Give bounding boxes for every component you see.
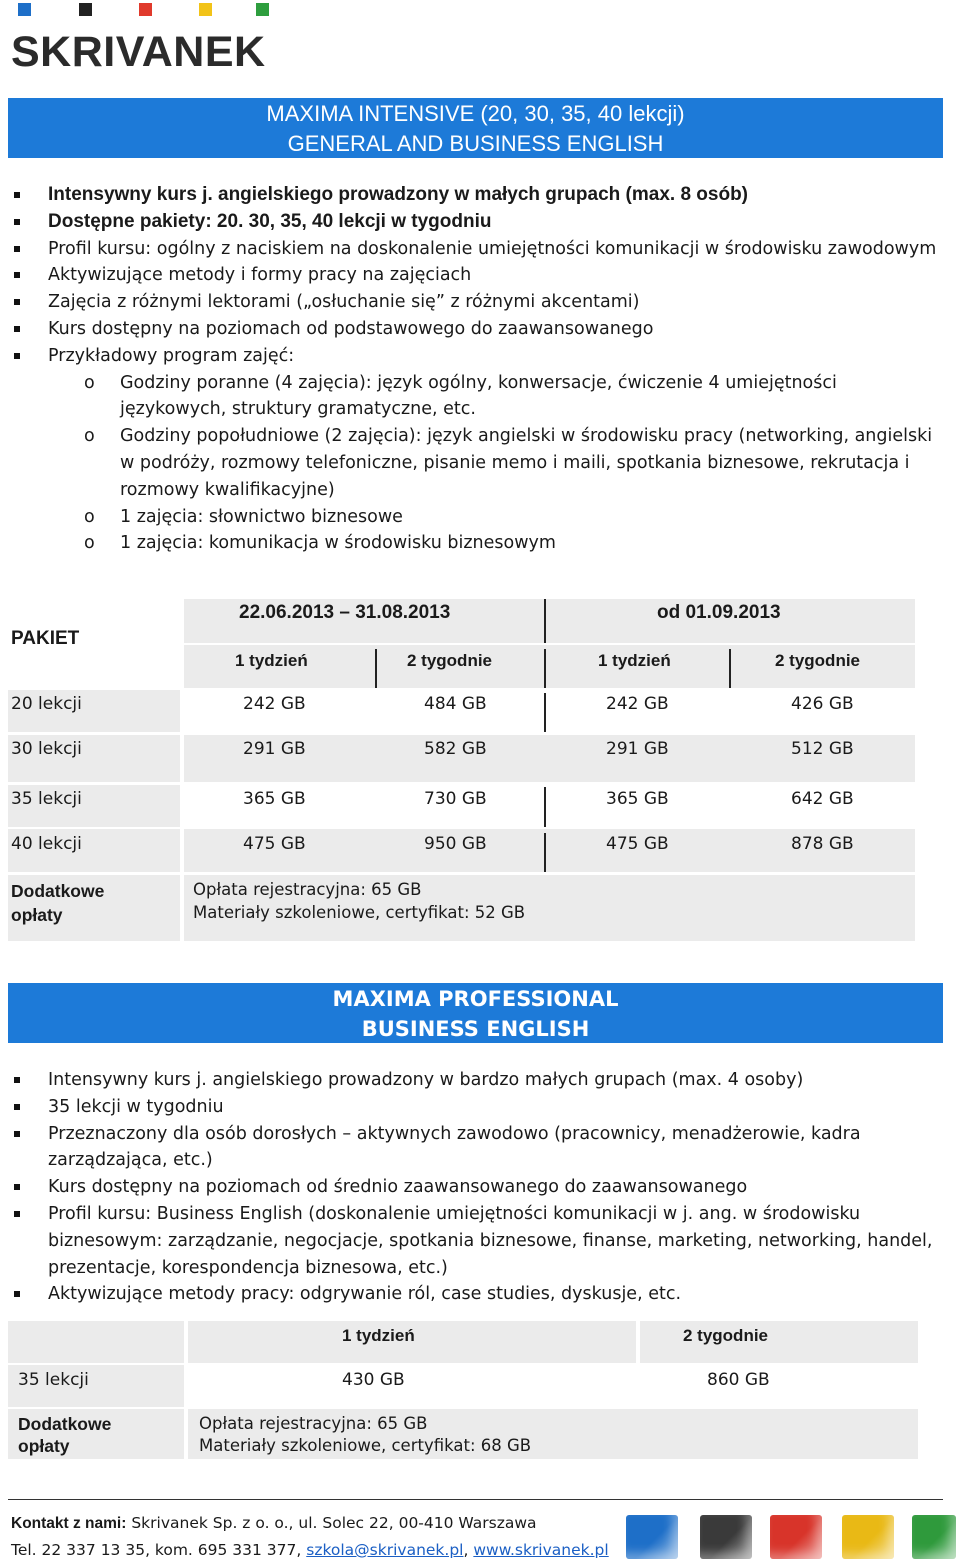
price-cell: 878 GB bbox=[791, 834, 854, 854]
footer-square-blue bbox=[626, 1515, 678, 1559]
price-cell: 365 GB bbox=[606, 789, 669, 809]
footer-divider bbox=[8, 1499, 943, 1500]
footer-square-red bbox=[770, 1515, 822, 1559]
list-item: Przeznaczony dla osób dorosłych – aktywnych zawodowo (pracownicy, menadżerowie, kadra zarządzająca, etc.) bbox=[12, 1121, 947, 1175]
bullet-square-icon bbox=[14, 1291, 20, 1297]
website-link[interactable]: www.skrivanek.pl bbox=[473, 1541, 609, 1559]
price-cell: 642 GB bbox=[791, 789, 854, 809]
bullet-square-icon bbox=[14, 192, 20, 198]
price-cell: 512 GB bbox=[791, 739, 854, 759]
price-cell: 291 GB bbox=[243, 739, 306, 759]
price-cell: 730 GB bbox=[424, 789, 487, 809]
col-header: 1 tydzień bbox=[342, 1326, 415, 1345]
course1-title-banner bbox=[8, 98, 943, 158]
price-cell: 242 GB bbox=[606, 694, 669, 714]
extra-fees-values: Opłata rejestracyjna: 65 GB Materiały szkoleniowe, certyfikat: 52 GB bbox=[193, 880, 526, 922]
logo-wordmark: SKRIVANEK bbox=[11, 28, 266, 76]
row-label: 20 lekcji bbox=[11, 694, 82, 714]
price-cell: 950 GB bbox=[424, 834, 487, 854]
sub-list-item: o Godziny poranne (4 zajęcia): język ogólny, konwersacje, ćwiczenie 4 umiejętności językowych, struktury gramatyczne, etc. bbox=[84, 372, 837, 420]
period2-header: od 01.09.2013 bbox=[657, 602, 781, 623]
list-item: 35 lekcji w tygodniu bbox=[12, 1094, 947, 1121]
sub-list-item: o 1 zajęcia: komunikacja w środowisku biznesowym bbox=[84, 533, 556, 554]
list-item: Dostępne pakiety: 20. 30, 35, 40 lekcji w tygodniu bbox=[12, 209, 947, 236]
list-item: Intensywny kurs j. angielskiego prowadzony w małych grupach (max. 8 osób) bbox=[12, 182, 947, 209]
bullet-square-icon bbox=[14, 326, 20, 332]
email-link[interactable]: szkola@skrivanek.pl bbox=[306, 1541, 464, 1559]
footer-phone: Tel. 22 337 13 35, kom. 695 331 377, szkola@skrivanek.pl, www.skrivanek.pl bbox=[11, 1541, 609, 1559]
logo-square-yellow bbox=[199, 3, 212, 16]
bullet-square-icon bbox=[14, 299, 20, 305]
footer-contact: Kontakt z nami: Skrivanek Sp. z o. o., ul. Solec 22, 00-410 Warszawa bbox=[11, 1514, 537, 1532]
logo-square-red bbox=[139, 3, 152, 16]
row-label: 35 lekcji bbox=[18, 1370, 89, 1390]
footer-square-yellow bbox=[842, 1515, 894, 1559]
col-header: 1 tydzień bbox=[598, 651, 671, 670]
price-cell: 475 GB bbox=[606, 834, 669, 854]
extra-fees-values: Opłata rejestracyjna: 65 GB Materiały szkoleniowe, certyfikat: 68 GB bbox=[199, 1414, 532, 1455]
logo-square-green bbox=[256, 3, 269, 16]
table-header-cell bbox=[8, 1321, 184, 1363]
list-item: Aktywizujące metody i formy pracy na zajęciach bbox=[12, 262, 947, 289]
col-header: 2 tygodnie bbox=[407, 651, 493, 670]
column-divider bbox=[544, 599, 546, 643]
logo-square-blue bbox=[18, 3, 31, 16]
price-cell: 291 GB bbox=[606, 739, 669, 759]
price-cell: 430 GB bbox=[342, 1370, 405, 1390]
list-item: Profil kursu: Business English (doskonalenie umiejętności komunikacji w j. ang. w środowisku biznesowym: zarządzanie, negocjacje, spotkania biznesowe, finanse, marketing, networking, handel, prezentacje, korespondencja biznesowa, etc.) bbox=[12, 1201, 947, 1281]
price-cell: 242 GB bbox=[243, 694, 306, 714]
extra-fees-label: Dodatkowe opłaty bbox=[11, 881, 105, 925]
col-header: 2 tygodnie bbox=[775, 651, 861, 670]
price-cell: 365 GB bbox=[243, 789, 306, 809]
list-item: Zajęcia z różnymi lektorami („osłuchanie się” z różnymi akcentami) bbox=[12, 289, 947, 316]
bullet-square-icon bbox=[14, 1104, 20, 1110]
course2-bullet-list bbox=[12, 1067, 947, 1308]
column-divider bbox=[729, 649, 731, 688]
bullet-square-icon bbox=[14, 1211, 20, 1217]
footer-square-green bbox=[912, 1515, 956, 1559]
course1-bullet-list bbox=[12, 182, 947, 557]
list-item: Aktywizujące metody pracy: odgrywanie ról, case studies, dyskusje, etc. bbox=[12, 1281, 947, 1308]
bullet-square-icon bbox=[14, 219, 20, 225]
column-divider bbox=[544, 693, 546, 732]
bullet-square-icon bbox=[14, 1184, 20, 1190]
list-item: Profil kursu: ogólny z naciskiem na doskonalenie umiejętności komunikacji w środowisku zawodowym bbox=[12, 236, 947, 263]
bullet-square-icon bbox=[14, 246, 20, 252]
column-divider bbox=[544, 833, 546, 872]
column-divider bbox=[544, 649, 546, 688]
course2-title-line1: MAXIMA PROFESSIONAL bbox=[332, 987, 619, 1011]
price-cell: 475 GB bbox=[243, 834, 306, 854]
col-header: 2 tygodnie bbox=[683, 1326, 769, 1345]
bullet-square-icon bbox=[14, 353, 20, 359]
bullet-square-icon bbox=[14, 272, 20, 278]
list-item: Przykładowy program zajęć: bbox=[12, 343, 947, 370]
course2-title-line2: BUSINESS ENGLISH bbox=[361, 1017, 590, 1041]
course1-title-line2: GENERAL AND BUSINESS ENGLISH bbox=[287, 131, 664, 156]
course1-title-line1: MAXIMA INTENSIVE (20, 30, 35, 40 lekcji) bbox=[266, 101, 685, 126]
column-divider bbox=[544, 787, 546, 827]
footer-square-black bbox=[700, 1515, 752, 1559]
bullet-square-icon bbox=[14, 1077, 20, 1083]
row-label: 40 lekcji bbox=[11, 834, 82, 854]
sub-list-item: o 1 zajęcia: słownictwo biznesowe bbox=[84, 506, 403, 527]
course2-title-banner bbox=[8, 983, 943, 1043]
bullet-square-icon bbox=[14, 1131, 20, 1137]
price-cell: 860 GB bbox=[707, 1370, 770, 1390]
table-header-cell bbox=[640, 1321, 918, 1363]
pakiet-label: PAKIET bbox=[11, 628, 80, 649]
price-cell: 582 GB bbox=[424, 739, 487, 759]
price-cell: 484 GB bbox=[424, 694, 487, 714]
logo-square-black bbox=[79, 3, 92, 16]
list-item: Kurs dostępny na poziomach od podstawowego do zaawansowanego bbox=[12, 316, 947, 343]
column-divider bbox=[375, 649, 377, 688]
row-label: 30 lekcji bbox=[11, 739, 82, 759]
sub-list-item: o Godziny popołudniowe (2 zajęcia): język angielski w środowisku pracy (networking, angielski w podróży, rozmowy telefoniczne, pisanie memo i maili, spotkania biznesowe, rekrutacja i rozmowy kwalifikacyjne) bbox=[84, 426, 933, 500]
list-item: Kurs dostępny na poziomach od średnio zaawansowanego do zaawansowanego bbox=[12, 1174, 947, 1201]
col-header: 1 tydzień bbox=[235, 651, 308, 670]
row-label: 35 lekcji bbox=[11, 789, 82, 809]
price-cell: 426 GB bbox=[791, 694, 854, 714]
extra-fees-label: Dodatkowe opłaty bbox=[18, 1414, 112, 1456]
period1-header: 22.06.2013 – 31.08.2013 bbox=[239, 602, 451, 623]
list-item: Intensywny kurs j. angielskiego prowadzony w bardzo małych grupach (max. 4 osoby) bbox=[12, 1067, 947, 1094]
